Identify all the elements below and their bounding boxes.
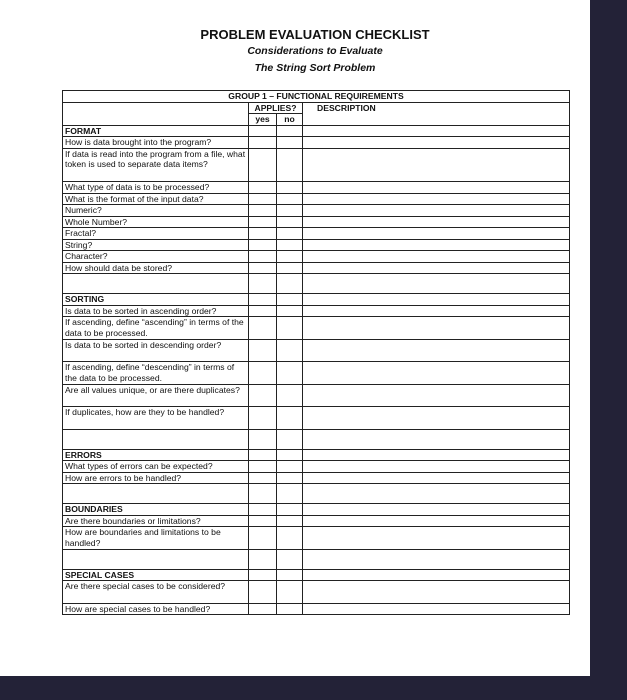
yes-cell[interactable]	[249, 449, 277, 461]
table-row	[63, 461, 570, 473]
yes-cell[interactable]	[249, 137, 277, 149]
question-cell: Is data to be sorted in descending order?	[63, 339, 249, 362]
description-cell[interactable]	[303, 205, 570, 217]
question-cell: Is data to be sorted in ascending order?	[63, 305, 249, 317]
table-row	[63, 251, 570, 263]
yes-cell[interactable]	[249, 193, 277, 205]
question-cell: If ascending, define “ascending” in terms of the data to be processed.	[63, 317, 249, 340]
description-cell[interactable]	[303, 449, 570, 461]
yes-cell[interactable]	[249, 407, 277, 430]
yes-cell[interactable]	[249, 603, 277, 615]
applies-header-row	[63, 102, 570, 114]
document-subtitle-1: Considerations to Evaluate	[247, 45, 383, 57]
no-cell[interactable]	[277, 148, 303, 182]
group-header-row	[63, 91, 570, 103]
no-cell[interactable]	[277, 384, 303, 407]
table-row	[63, 515, 570, 527]
description-cell[interactable]	[303, 251, 570, 263]
question-cell: If duplicates, how are they to be handled?	[63, 407, 249, 430]
no-cell[interactable]	[277, 317, 303, 340]
document-subtitle-2: The String Sort Problem	[254, 62, 376, 74]
description-cell[interactable]	[303, 472, 570, 484]
table-row	[63, 504, 570, 516]
description-header: DESCRIPTION	[303, 102, 570, 125]
spacer-cell	[63, 429, 249, 449]
description-cell[interactable]	[303, 193, 570, 205]
description-cell[interactable]	[303, 549, 570, 569]
no-cell[interactable]	[277, 216, 303, 228]
section-label-errors: ERRORS	[63, 449, 249, 461]
section-label-special-cases: SPECIAL CASES	[63, 569, 249, 581]
question-cell: What types of errors can be expected?	[63, 461, 249, 473]
question-cell: If ascending, define “descending” in terms of the data to be processed.	[63, 362, 249, 385]
no-cell[interactable]	[277, 239, 303, 251]
description-cell[interactable]	[303, 228, 570, 240]
spacer-cell	[63, 549, 249, 569]
description-cell[interactable]	[303, 384, 570, 407]
question-cell: Are there boundaries or limitations?	[63, 515, 249, 527]
description-cell[interactable]	[303, 274, 570, 294]
viewer-bottom-margin	[0, 676, 627, 700]
no-cell[interactable]	[277, 205, 303, 217]
spacer-row	[63, 484, 570, 504]
no-cell[interactable]	[277, 294, 303, 306]
description-cell[interactable]	[303, 239, 570, 251]
yes-cell[interactable]	[249, 274, 277, 294]
yes-cell[interactable]	[249, 148, 277, 182]
section-label-boundaries: BOUNDARIES	[63, 504, 249, 516]
yes-cell[interactable]	[249, 205, 277, 217]
question-cell: Are all values unique, or are there duplicates?	[63, 384, 249, 407]
no-cell[interactable]	[277, 125, 303, 137]
table-row	[63, 137, 570, 149]
yes-cell[interactable]	[249, 549, 277, 569]
table-row	[63, 182, 570, 194]
table-row	[63, 125, 570, 137]
no-cell[interactable]	[277, 251, 303, 263]
question-header-cell	[63, 102, 249, 125]
no-cell[interactable]	[277, 515, 303, 527]
table-row	[63, 603, 570, 615]
yes-cell[interactable]	[249, 239, 277, 251]
yes-cell[interactable]	[249, 317, 277, 340]
yes-cell[interactable]	[249, 294, 277, 306]
no-cell[interactable]	[277, 407, 303, 430]
table-row	[63, 193, 570, 205]
description-cell[interactable]	[303, 125, 570, 137]
no-cell[interactable]	[277, 228, 303, 240]
question-cell: How are errors to be handled?	[63, 472, 249, 484]
description-cell[interactable]	[303, 182, 570, 194]
yes-cell[interactable]	[249, 429, 277, 449]
description-cell[interactable]	[303, 484, 570, 504]
yes-cell[interactable]	[249, 384, 277, 407]
description-cell[interactable]	[303, 515, 570, 527]
table-row	[63, 569, 570, 581]
section-label-sorting: SORTING	[63, 294, 249, 306]
spacer-row	[63, 429, 570, 449]
table-row	[63, 305, 570, 317]
question-cell: Numeric?	[63, 205, 249, 217]
spacer-cell	[63, 274, 249, 294]
description-cell[interactable]	[303, 527, 570, 550]
no-header: no	[277, 114, 303, 126]
no-cell[interactable]	[277, 581, 303, 604]
question-cell: What is the format of the input data?	[63, 193, 249, 205]
question-cell: If data is read into the program from a file, what token is used to separate data items?	[63, 148, 249, 182]
description-cell[interactable]	[303, 216, 570, 228]
yes-cell[interactable]	[249, 484, 277, 504]
yes-cell[interactable]	[249, 125, 277, 137]
description-cell[interactable]	[303, 461, 570, 473]
description-cell[interactable]	[303, 603, 570, 615]
description-cell[interactable]	[303, 429, 570, 449]
table-row	[63, 407, 570, 430]
table-row	[63, 317, 570, 340]
yes-cell[interactable]	[249, 472, 277, 484]
group-title: GROUP 1 – FUNCTIONAL REQUIREMENTS	[63, 91, 570, 103]
no-cell[interactable]	[277, 472, 303, 484]
no-cell[interactable]	[277, 193, 303, 205]
yes-cell[interactable]	[249, 581, 277, 604]
no-cell[interactable]	[277, 305, 303, 317]
table-row	[63, 294, 570, 306]
yes-cell[interactable]	[249, 305, 277, 317]
no-cell[interactable]	[277, 461, 303, 473]
yes-cell[interactable]	[249, 362, 277, 385]
no-cell[interactable]	[277, 527, 303, 550]
yes-cell[interactable]	[249, 461, 277, 473]
no-cell[interactable]	[277, 504, 303, 516]
question-cell: Whole Number?	[63, 216, 249, 228]
yes-cell[interactable]	[249, 228, 277, 240]
no-cell[interactable]	[277, 429, 303, 449]
table-row	[63, 239, 570, 251]
description-cell[interactable]	[303, 317, 570, 340]
yes-cell[interactable]	[249, 182, 277, 194]
table-row	[63, 205, 570, 217]
table-row	[63, 384, 570, 407]
table-row	[63, 228, 570, 240]
no-cell[interactable]	[277, 603, 303, 615]
question-cell: How are special cases to be handled?	[63, 603, 249, 615]
description-cell[interactable]	[303, 504, 570, 516]
description-cell[interactable]	[303, 339, 570, 362]
yes-cell[interactable]	[249, 262, 277, 274]
description-cell[interactable]	[303, 148, 570, 182]
spacer-row	[63, 274, 570, 294]
table-row	[63, 472, 570, 484]
yes-cell[interactable]	[249, 339, 277, 362]
table-row	[63, 449, 570, 461]
no-cell[interactable]	[277, 262, 303, 274]
no-cell[interactable]	[277, 274, 303, 294]
description-cell[interactable]	[303, 262, 570, 274]
no-cell[interactable]	[277, 339, 303, 362]
description-cell[interactable]	[303, 294, 570, 306]
section-label-format: FORMAT	[63, 125, 249, 137]
yes-cell[interactable]	[249, 527, 277, 550]
description-cell[interactable]	[303, 407, 570, 430]
document-title: PROBLEM EVALUATION CHECKLIST	[200, 27, 430, 42]
description-cell[interactable]	[303, 581, 570, 604]
yes-cell[interactable]	[249, 569, 277, 581]
no-cell[interactable]	[277, 182, 303, 194]
viewer-right-margin	[590, 0, 627, 700]
yes-header: yes	[249, 114, 277, 126]
spacer-cell	[63, 484, 249, 504]
question-cell: What type of data is to be processed?	[63, 182, 249, 194]
applies-header: APPLIES?	[249, 102, 303, 114]
no-cell[interactable]	[277, 449, 303, 461]
table-row	[63, 527, 570, 550]
description-cell[interactable]	[303, 362, 570, 385]
table-row	[63, 262, 570, 274]
description-cell[interactable]	[303, 569, 570, 581]
table-row	[63, 216, 570, 228]
yes-cell[interactable]	[249, 216, 277, 228]
question-cell: Character?	[63, 251, 249, 263]
table-row	[63, 362, 570, 385]
table-row	[63, 339, 570, 362]
yes-cell[interactable]	[249, 504, 277, 516]
yes-cell[interactable]	[249, 251, 277, 263]
no-cell[interactable]	[277, 569, 303, 581]
question-cell: String?	[63, 239, 249, 251]
description-cell[interactable]	[303, 137, 570, 149]
table-row	[63, 581, 570, 604]
question-cell: How is data brought into the program?	[63, 137, 249, 149]
checklist-table	[62, 90, 570, 615]
question-cell: How are boundaries and limitations to be handled?	[63, 527, 249, 550]
question-cell: How should data be stored?	[63, 262, 249, 274]
no-cell[interactable]	[277, 549, 303, 569]
question-cell: Are there special cases to be considered?	[63, 581, 249, 604]
spacer-row	[63, 549, 570, 569]
no-cell[interactable]	[277, 137, 303, 149]
table-row	[63, 148, 570, 182]
question-cell: Fractal?	[63, 228, 249, 240]
description-cell[interactable]	[303, 305, 570, 317]
no-cell[interactable]	[277, 362, 303, 385]
yes-cell[interactable]	[249, 515, 277, 527]
no-cell[interactable]	[277, 484, 303, 504]
